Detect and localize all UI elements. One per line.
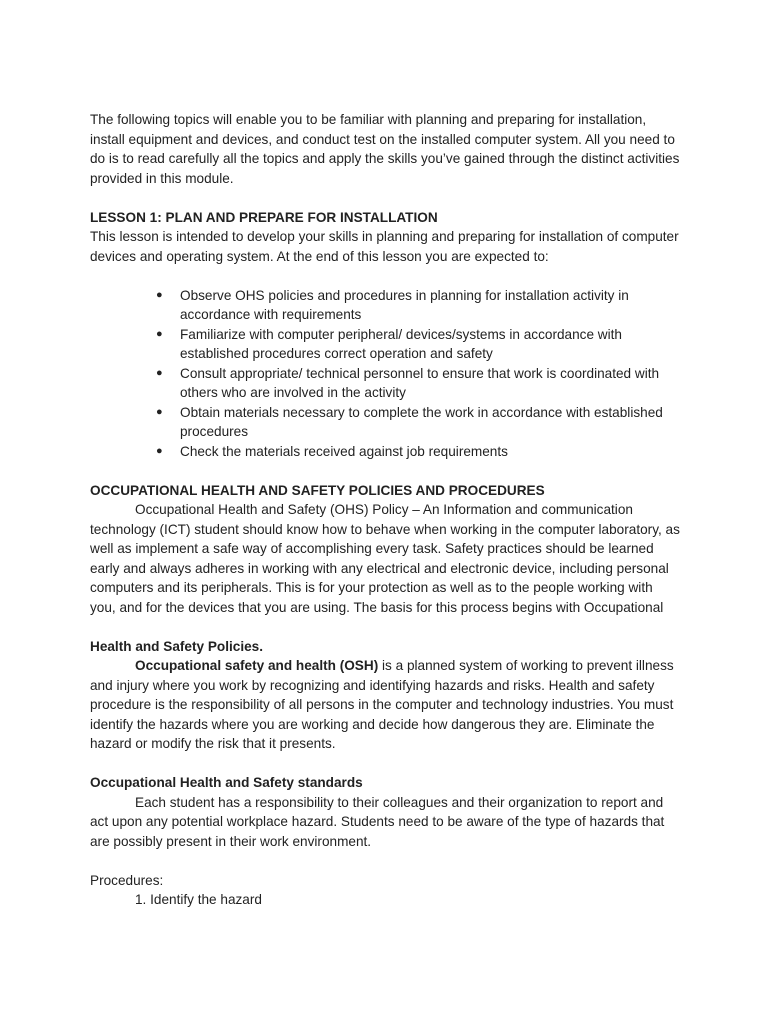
procedures-label: Procedures: xyxy=(90,872,164,888)
lesson1-intro: This lesson is intended to develop your skills in planning and preparing for installation of computer devices and operating system. At the end of this lesson you are expected to: xyxy=(90,229,679,264)
objective-text: Observe OHS policies and procedures in planning for installation activity in accordance with requirements xyxy=(180,287,629,322)
objective-text: Consult appropriate/ technical personnel to ensure that work is coordinated with others who are involved in the activity xyxy=(180,365,660,400)
bullet-icon: ● xyxy=(156,288,163,301)
bullet-icon: ● xyxy=(156,444,163,457)
objective-text: Familiarize with computer peripheral/ devices/systems in accordance with established procedures correct operation and safety xyxy=(180,326,622,361)
list-item: 1. Identify the hazard xyxy=(135,892,262,907)
policies-text: is a planned system of working to prevent illness and injury where you work by recognizing and identifying hazards and risks. Health and safety procedure is the responsibility of all persons in the computer and technology industries. You must identify the hazards where you are working and decide how dangerous they are. Eliminate the hazard or modify the risk that it presents. xyxy=(90,658,674,751)
lesson1-heading: LESSON 1: PLAN AND PREPARE FOR INSTALLATION xyxy=(90,209,438,225)
list-item xyxy=(156,325,680,364)
spacer xyxy=(90,851,680,871)
list-item xyxy=(156,364,680,403)
intro-paragraph: The following topics will enable you to be familiar with planning and preparing for installation, install equipment and devices, and conduct test on the installed computer system. All you need to do is to read carefully all the topics and apply the skills you’ve gained through the distinct activities provided in this module. xyxy=(90,112,680,186)
standards-heading: Occupational Health and Safety standards xyxy=(90,775,363,790)
bullet-icon: ● xyxy=(156,405,163,418)
objective-text: Check the materials received against job requirements xyxy=(180,443,508,459)
ohs-paragraph: Occupational Health and Safety (OHS) Policy – An Information and communication technology (ICT) student should know how to behave when working in the computer laboratory, as well as implement a safe way of accomplishing every task. Safety practices should be learned early and always adheres in working with any electrical and electronic device, including personal computers and its peripherals. This is for your protection as well as to the people working with you, and for the devices that you are using. The basis for this process begins with Occupational xyxy=(90,502,680,615)
policies-paragraph xyxy=(90,656,680,754)
spacer xyxy=(90,266,680,286)
osh-term: Occupational safety and health (OSH) xyxy=(135,658,379,673)
document-page xyxy=(90,110,680,910)
objective-text: Obtain materials necessary to complete the work in accordance with established procedures xyxy=(180,404,663,439)
list-item xyxy=(156,403,680,442)
spacer xyxy=(90,188,680,208)
spacer xyxy=(90,754,680,774)
standards-paragraph: Each student has a responsibility to their colleagues and their organization to report and act upon any potential workplace hazard. Students need to be aware of the type of hazards that are possibly present in their work environment. xyxy=(90,794,665,849)
list-item xyxy=(156,442,680,462)
ohs-heading: OCCUPATIONAL HEALTH AND SAFETY POLICIES AND PROCEDURES xyxy=(90,482,545,498)
spacer xyxy=(90,617,680,637)
objectives-list xyxy=(90,286,680,462)
procedures-list xyxy=(90,890,680,910)
spacer xyxy=(90,461,680,481)
bullet-icon: ● xyxy=(156,366,163,379)
bullet-icon: ● xyxy=(156,327,163,340)
list-item xyxy=(156,286,680,325)
policies-heading: Health and Safety Policies. xyxy=(90,638,264,654)
